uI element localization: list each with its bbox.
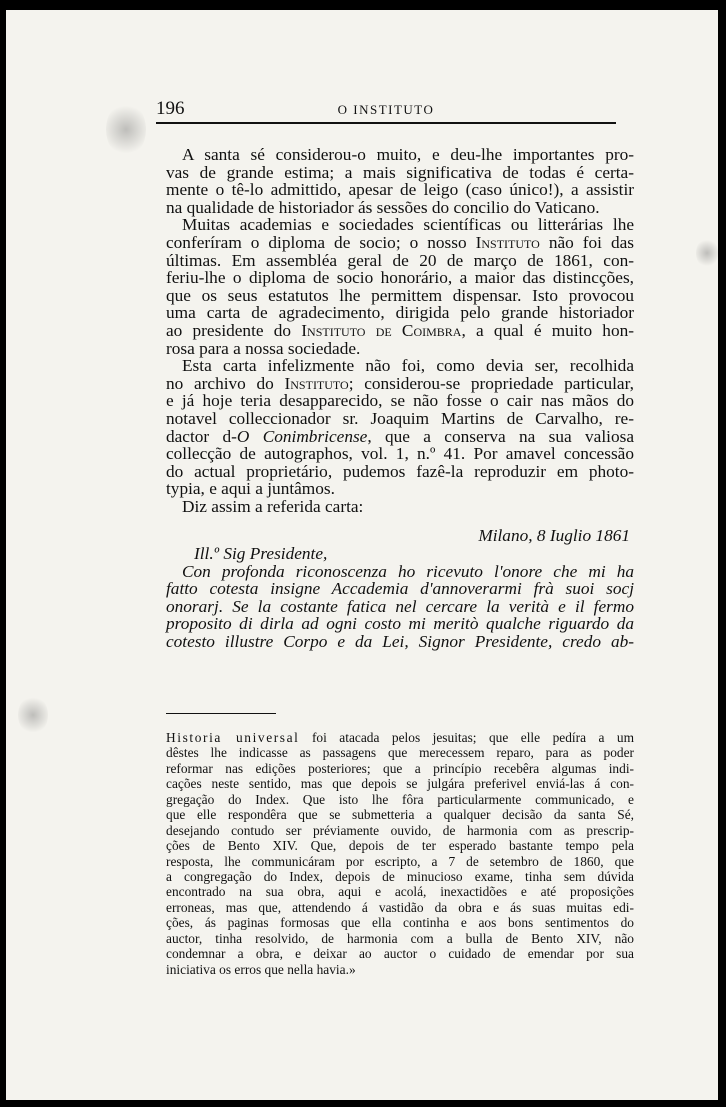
footnote-line: que elle respondêra que se submetteria a qualquer decisão da santa Sé,: [166, 807, 634, 823]
newspaper-title: O Conimbricense: [236, 426, 368, 446]
text-line: últimas. Em assembléa geral de 20 de março de 1861, con-: [166, 250, 634, 270]
footnote-title: Historia universal: [166, 730, 300, 745]
letter-line: Con profonda riconoscenza ho ricevuto l'onore che mi ha: [182, 561, 634, 581]
footnote-line: dêstes lhe indicasse as passagens que merecessem reparo, para as poder: [166, 745, 634, 761]
footnote-rule: [166, 713, 276, 714]
text-line: no archivo do Instituto; considerou-se propriedade particular,: [166, 373, 634, 393]
main-text: [166, 146, 634, 651]
page-number: 196: [156, 98, 185, 119]
text-line: e já hoje teria desapparecido, se não fosse o cair nas mãos do: [166, 391, 634, 411]
text-line: feriu-lhe o diploma de socio honorário, a maior das distincções,: [166, 268, 634, 288]
document-page: [6, 10, 718, 1100]
text-line: collecção de autographos, vol. 1, n.º 41. Por amavel concessão: [166, 444, 634, 464]
text-line: vas de grande estima; a mais significativa de todas é certa-: [166, 162, 634, 182]
text-line: Muitas academias e sociedades scientíficas ou litterárias lhe: [182, 215, 634, 235]
text-line: Esta carta infelizmente não foi, como devia ser, recolhida: [182, 356, 634, 376]
letter-line: cotesto illustre Corpo e da Lei, Signor Presidente, credo ab-: [166, 632, 634, 652]
institute-name: Instituto: [284, 373, 349, 393]
text-line: typia, e aqui a juntâmos.: [166, 479, 335, 499]
text-line: rosa para a nossa sociedade.: [166, 338, 361, 358]
text-line: na qualidade de historiador ás sessões do concilio do Vaticano.: [166, 197, 600, 217]
footnote-line: desejando contudo ser préviamente ouvido, de harmonia com as prescrip-: [166, 822, 634, 838]
letter-date: Milano, 8 Iuglio 1861: [478, 526, 630, 546]
letter-line: onorarj. Se la costante fatica nel cercare la verità e il fermo: [166, 596, 634, 616]
text-line: uma carta de agradecimento, dirigida pelo grande historiador: [166, 303, 634, 323]
footnote-line: Historia universal foi atacada pelos jesuitas; que elle pedíra a um: [166, 730, 635, 745]
footnote-line: ções de Bento XIV. Que, depois de ter esperado bastante tempo pela: [166, 838, 634, 854]
footnote-line: condemnar a obra, e deixar ao auctor o cuidado de emendar por sua: [166, 946, 634, 962]
text-line: Diz assim a referida carta:: [182, 496, 364, 516]
footnote-line: resposta, lhe communicáram por escripto, a 7 de setembro de 1860, que: [166, 853, 634, 869]
footnote-line: cações neste sentido, mas que depois se julgára preferivel enviá-las á con-: [166, 776, 634, 792]
stain-mark: [696, 238, 718, 268]
footnote: [166, 730, 634, 977]
text-line: do actual proprietário, pudemos fazê-la reproduzir em photo-: [166, 461, 634, 481]
institute-name: Instituto: [475, 232, 540, 252]
text-line: ao presidente do Instituto de Coimbra, a qual é muito hon-: [166, 320, 634, 340]
page-header: [156, 92, 616, 124]
footnote-line: encontrado na sua obra, aqui e acolá, inexactidões e até proposições: [166, 884, 634, 900]
footnote-line: a congregação do Index, depois de minucioso exame, tinha sem dúvida: [166, 868, 634, 884]
institute-name: Instituto de Coimbra: [301, 320, 462, 340]
letter-salutation: Ill.º Sig Presidente,: [194, 544, 328, 564]
footnote-line: reformar nas edições posteriores; que a princípio recebêra algumas indi-: [166, 760, 634, 776]
stain-mark: [18, 695, 48, 735]
text-line: notavel colleccionador sr. Joaquim Martins de Carvalho, re-: [166, 408, 634, 428]
footnote-line: auctor, tinha resolvido, de harmonia com a bulla de Bento XIV, não: [166, 930, 634, 946]
footnote-line: iniciativa os erros que nella havia.»: [166, 961, 356, 977]
text-line: conferíram o diploma de socio; o nosso Instituto não foi das: [166, 232, 634, 252]
footnote-line: ções, ás paginas formosas que ella continha e aos bons sentimentos do: [166, 915, 634, 931]
footnote-line: erroneas, mas que, attendendo á vastidão da obra e ás suas muitas edi-: [166, 899, 634, 915]
stain-mark: [106, 102, 146, 157]
running-title: O INSTITUTO: [337, 102, 435, 117]
text-line: que os seus estatutos lhe permittem dispensar. Isto provocou: [166, 285, 634, 305]
text-line: A santa sé considerou-o muito, e deu-lhe importantes pro-: [182, 145, 634, 164]
text-line: mente o tê-lo admittido, apesar de leigo (caso único!), a assistir: [166, 180, 634, 200]
text-line: dactor d-O Conimbricense, que a conserva na sua valiosa: [166, 426, 634, 446]
letter-line: fatto cotesta insigne Accademia d'annoverarmi frà suoi socj: [166, 579, 634, 599]
letter-line: proposito di dirla ad ogni costo mi meritò qualche riguardo da: [166, 614, 634, 634]
footnote-line: gregação do Index. Que isto lhe fôra particularmente communicado, e: [166, 791, 634, 807]
